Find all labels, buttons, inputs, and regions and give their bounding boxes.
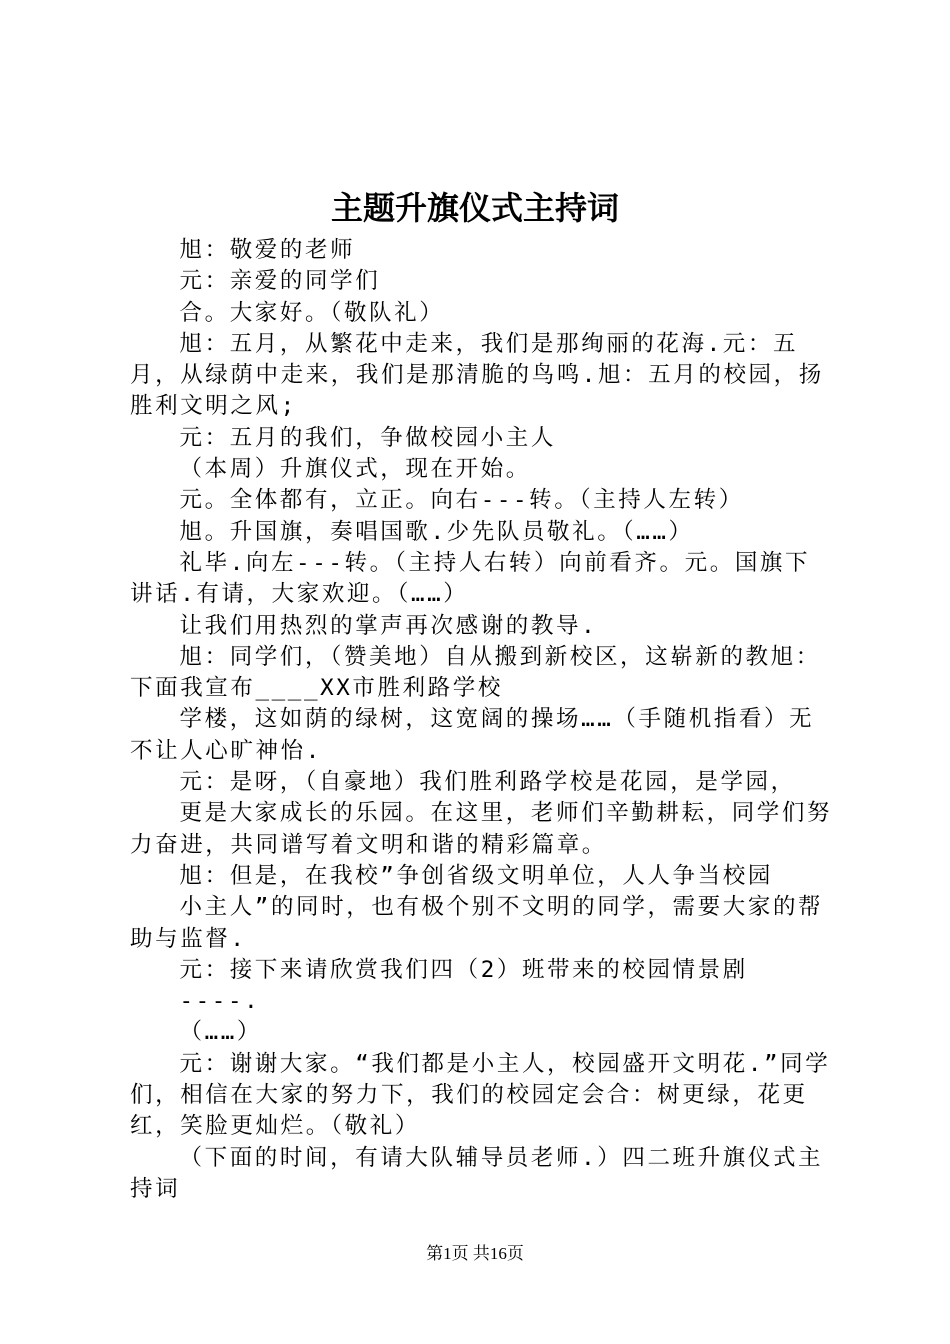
- paragraph: 合。大家好。（敬队礼）: [179, 299, 445, 326]
- paragraph: （下面的时间，有请大队辅导员老师.）四二班升旗仪式主持词: [130, 1144, 824, 1202]
- page-number-footer: 第1页 共16页: [426, 1244, 524, 1263]
- paragraph: 更是大家成长的乐园。在这里，老师们辛勤耕耘，同学们努力奋进，共同谱写着文明和谐的精彩篇章。: [130, 800, 833, 858]
- paragraph: （本周）升旗仪式，现在开始。: [179, 456, 531, 483]
- paragraph: 元：亲爱的同学们: [179, 268, 381, 295]
- paragraph: 旭：五月，从繁花中走来，我们是那绚丽的花海.元：五月，从绿荫中走来，我们是那清脆的鸟鸣.旭：五月的校园，扬胜利文明之风;: [130, 330, 824, 420]
- paragraph: 让我们用热烈的掌声再次感谢的教导.: [179, 612, 598, 639]
- document-body: [130, 235, 834, 1205]
- paragraph: 旭。升国旗，奏唱国歌.少先队员敬礼。（……）: [179, 518, 694, 545]
- paragraph: 旭：同学们，（赞美地）自从搬到新校区，这崭新的教旭：下面我宣布____XX市胜利路学校: [130, 643, 821, 702]
- document-title: 主题升旗仪式主持词: [330, 189, 619, 227]
- paragraph: ----.: [179, 988, 261, 1015]
- paragraph: 元：是呀，（自豪地）我们胜利路学校是花园，是学园，: [179, 769, 796, 796]
- paragraph: 礼毕.向左---转。（主持人右转）向前看齐。元。国旗下讲话.有请，大家欢迎。（……）: [130, 549, 811, 608]
- paragraph: （……）: [179, 1019, 262, 1046]
- paragraph: 元：谢谢大家。“我们都是小主人，校园盛开文明花.”同学们，相信在大家的努力下，我们的校园定会合：树更绿，花更红，笑脸更灿烂。（敬礼）: [130, 1050, 831, 1140]
- paragraph: 小主人”的同时，也有极个别不文明的同学，需要大家的帮助与监督.: [130, 894, 824, 952]
- paragraph: 学楼，这如荫的绿树，这宽阔的操场……（手随机指看）无不让人心旷神怡.: [130, 706, 815, 764]
- paragraph: 元：接下来请欣赏我们四（2）班带来的校园情景剧: [179, 956, 748, 983]
- paragraph: 旭：但是，在我校”争创省级文明单位，人人争当校园: [179, 862, 773, 889]
- paragraph: 元：五月的我们，争做校园小主人: [179, 424, 557, 451]
- paragraph: 旭：敬爱的老师: [179, 237, 356, 263]
- paragraph: 元。全体都有，立正。向右---转。（主持人左转）: [179, 487, 744, 514]
